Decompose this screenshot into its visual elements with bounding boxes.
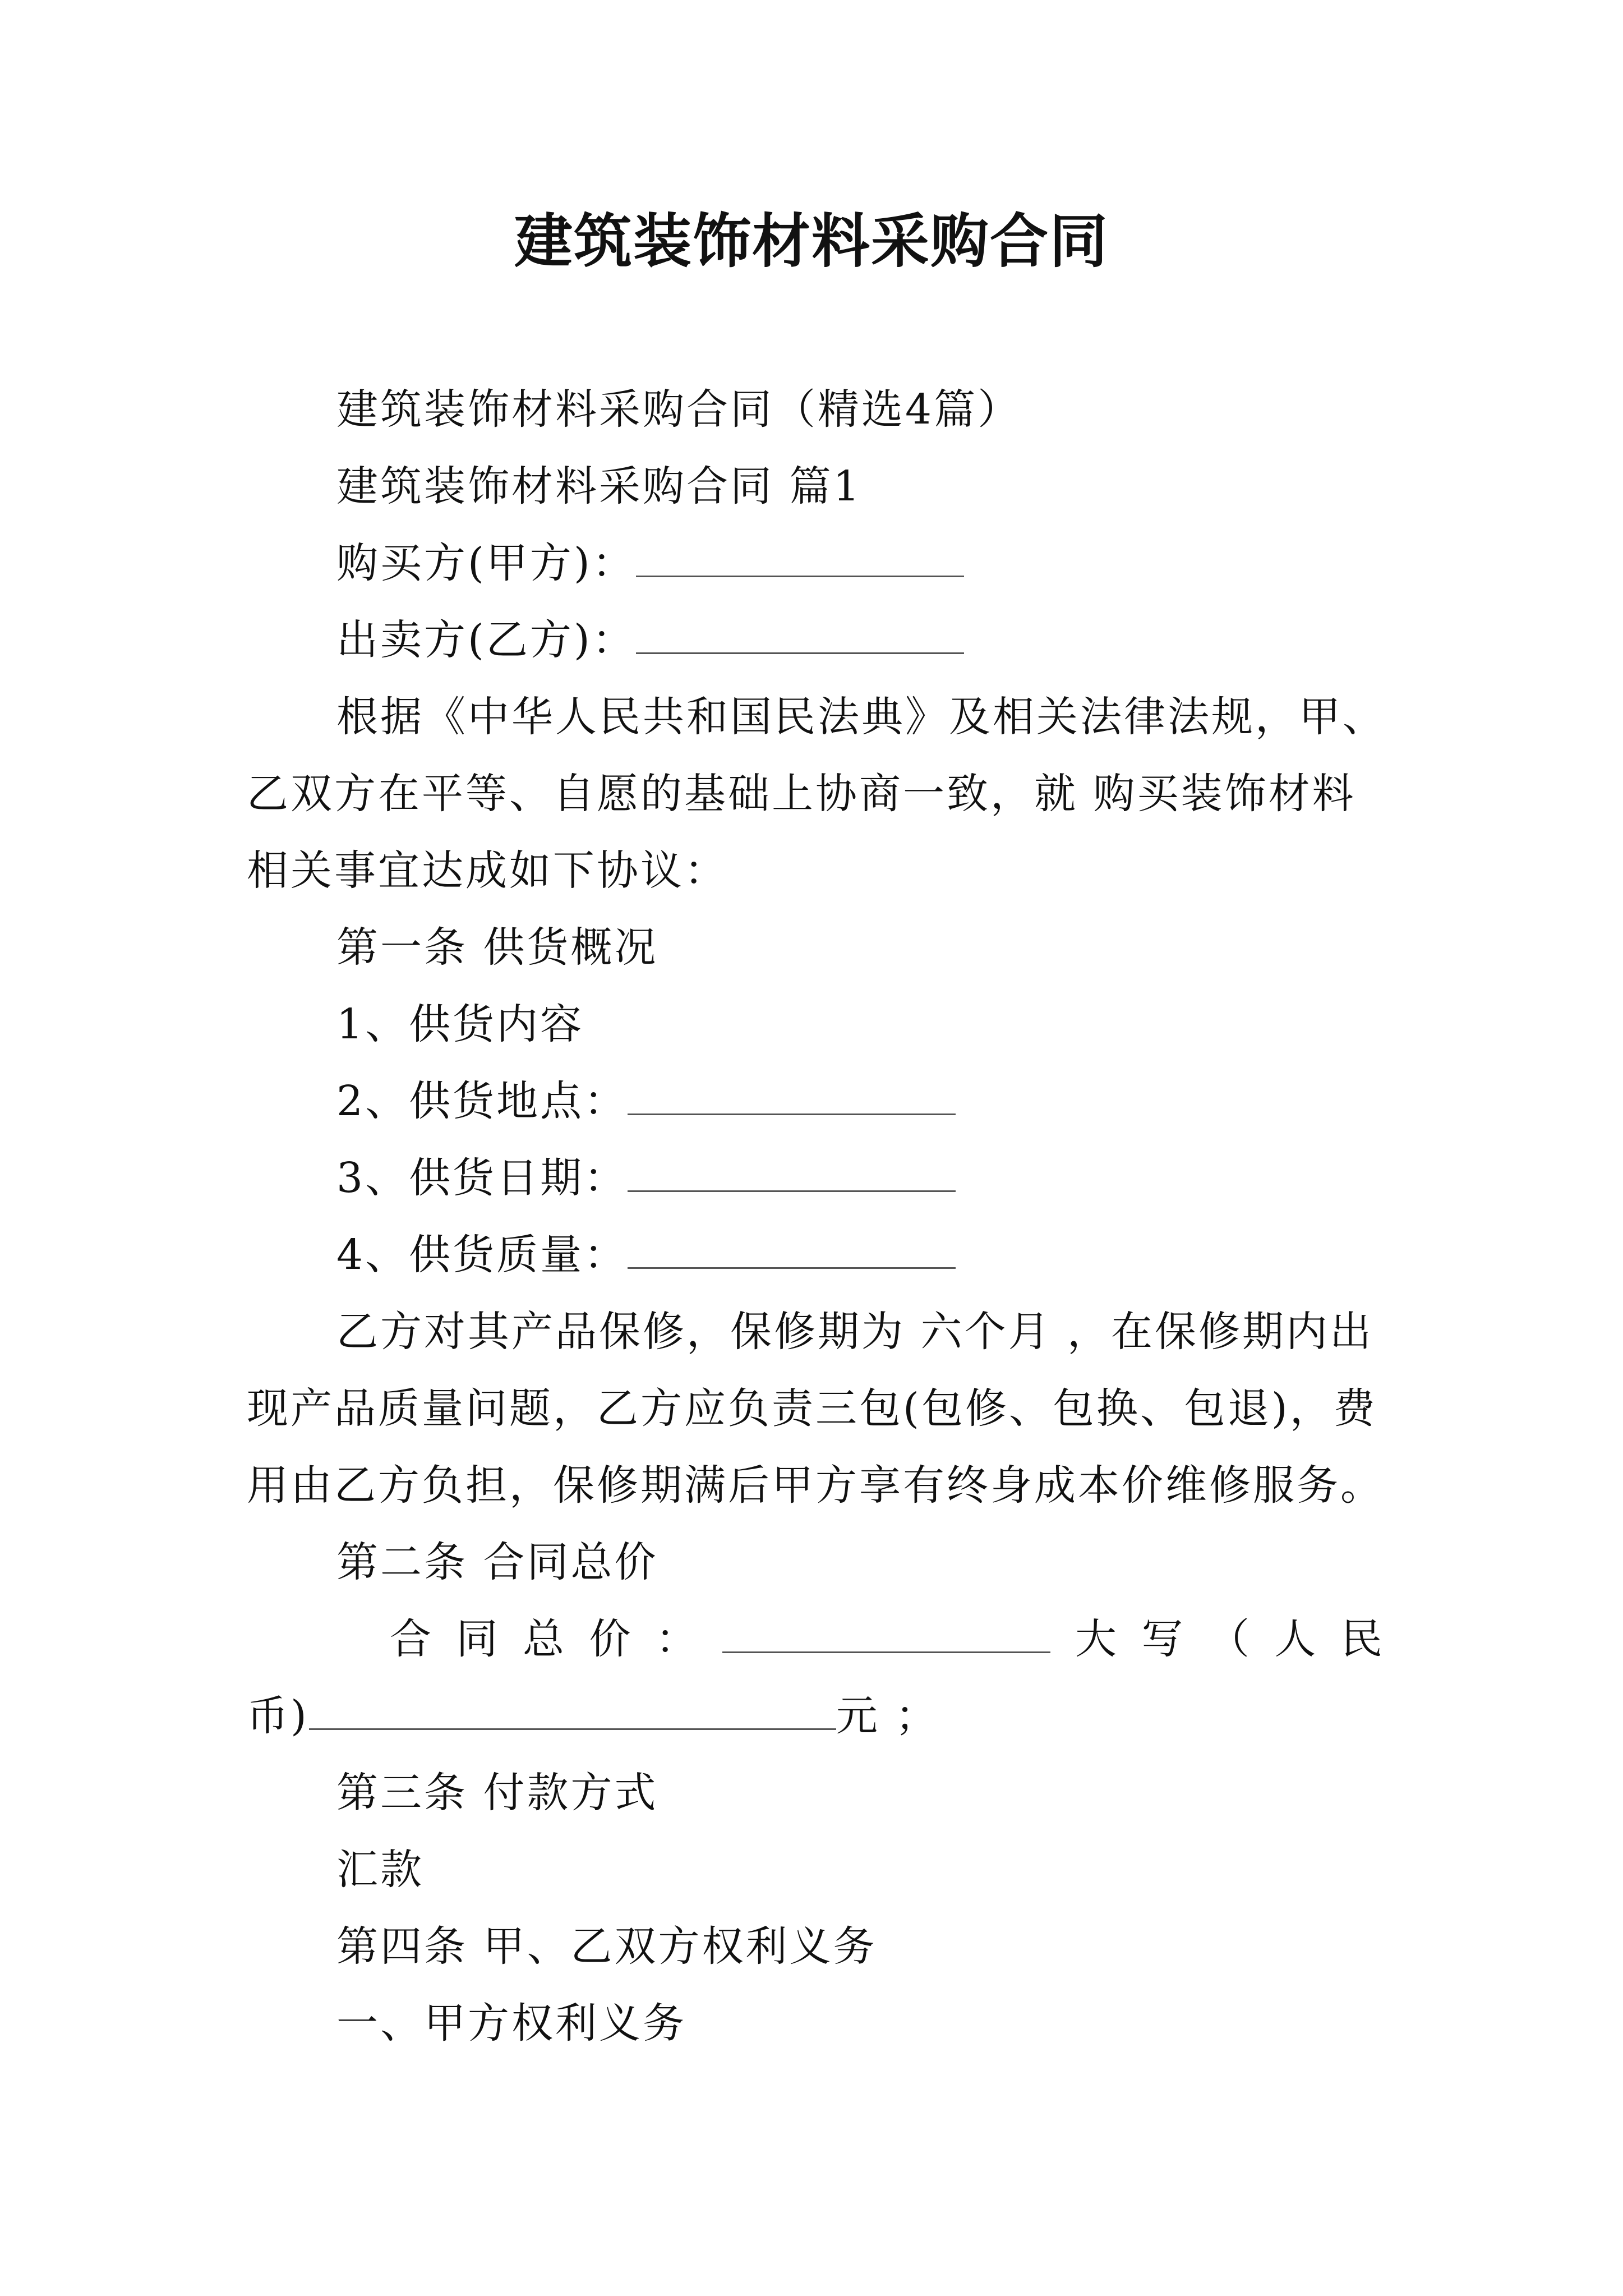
- price-line2-start: 币): [247, 1692, 309, 1740]
- section-heading: 建筑装饰材料采购合同 篇1: [336, 462, 862, 510]
- price-char: 价: [589, 1615, 631, 1663]
- item-4-label: 4、供货质量：: [336, 1231, 628, 1279]
- item-3-row: [336, 1150, 956, 1206]
- document-title: 建筑装饰材料采购合同: [514, 206, 1109, 275]
- buyer-row: [336, 535, 964, 591]
- price-row-2: [247, 1688, 939, 1744]
- buyer-blank: [636, 564, 964, 577]
- party-a-rights-heading: 一、甲方权利义务: [336, 1999, 686, 2047]
- price-upper-char: 大: [1075, 1615, 1117, 1663]
- price-upper-char: 写: [1141, 1615, 1183, 1663]
- price-upper-char: 人: [1274, 1615, 1316, 1663]
- article-1-heading: 第一条 供货概况: [336, 923, 658, 972]
- seller-label: 出卖方(乙方)：: [336, 616, 636, 664]
- price-char: 总: [523, 1615, 564, 1663]
- price-blank: [722, 1640, 1050, 1653]
- intro-line-1: 根据《中华人民共和国民法典》及相关法律法规，甲、: [336, 693, 1386, 741]
- article-4-heading: 第四条 甲、乙双方权利义务: [336, 1922, 877, 1971]
- subtitle: 建筑装饰材料采购合同（精选4篇）: [336, 385, 1022, 434]
- price-upper-char: （: [1208, 1615, 1249, 1663]
- item-3-blank: [628, 1179, 956, 1192]
- price-char: 合: [390, 1615, 431, 1663]
- warranty-line-2: 现产品质量问题，乙方应负责三包(包修、包换、包退)，费: [247, 1384, 1377, 1433]
- article-2-heading: 第二条 合同总价: [336, 1538, 658, 1586]
- item-1: 1、供货内容: [336, 1000, 584, 1048]
- article-3-heading: 第三条 付款方式: [336, 1769, 658, 1817]
- intro-line-2: 乙双方在平等、自愿的基础上协商一致，就 购买装饰材料: [247, 770, 1356, 818]
- price-upper-blank: [309, 1717, 836, 1730]
- payment-method: 汇款: [336, 1846, 424, 1894]
- item-4-blank: [628, 1256, 956, 1269]
- seller-row: [336, 612, 964, 668]
- item-4-row: [336, 1227, 956, 1283]
- price-line2-end: 元 ；: [836, 1692, 939, 1740]
- intro-line-3: 相关事宜达成如下协议：: [247, 846, 728, 895]
- buyer-label: 购买方(甲方)：: [336, 539, 636, 587]
- item-2-row: [336, 1073, 956, 1129]
- price-row: [336, 1611, 1382, 1667]
- warranty-line-1: 乙方对其产品保修，保修期为 六个月 ，在保修期内出: [336, 1308, 1374, 1356]
- price-upper-char: 民: [1341, 1615, 1382, 1663]
- warranty-line-3: 用由乙方负担，保修期满后甲方享有终身成本价维修服务。: [247, 1461, 1384, 1510]
- item-3-label: 3、供货日期：: [336, 1154, 628, 1202]
- price-char: ：: [656, 1615, 697, 1663]
- seller-blank: [636, 641, 964, 654]
- item-2-label: 2、供货地点：: [336, 1077, 628, 1125]
- price-char: 同: [456, 1615, 498, 1663]
- item-2-blank: [628, 1102, 956, 1115]
